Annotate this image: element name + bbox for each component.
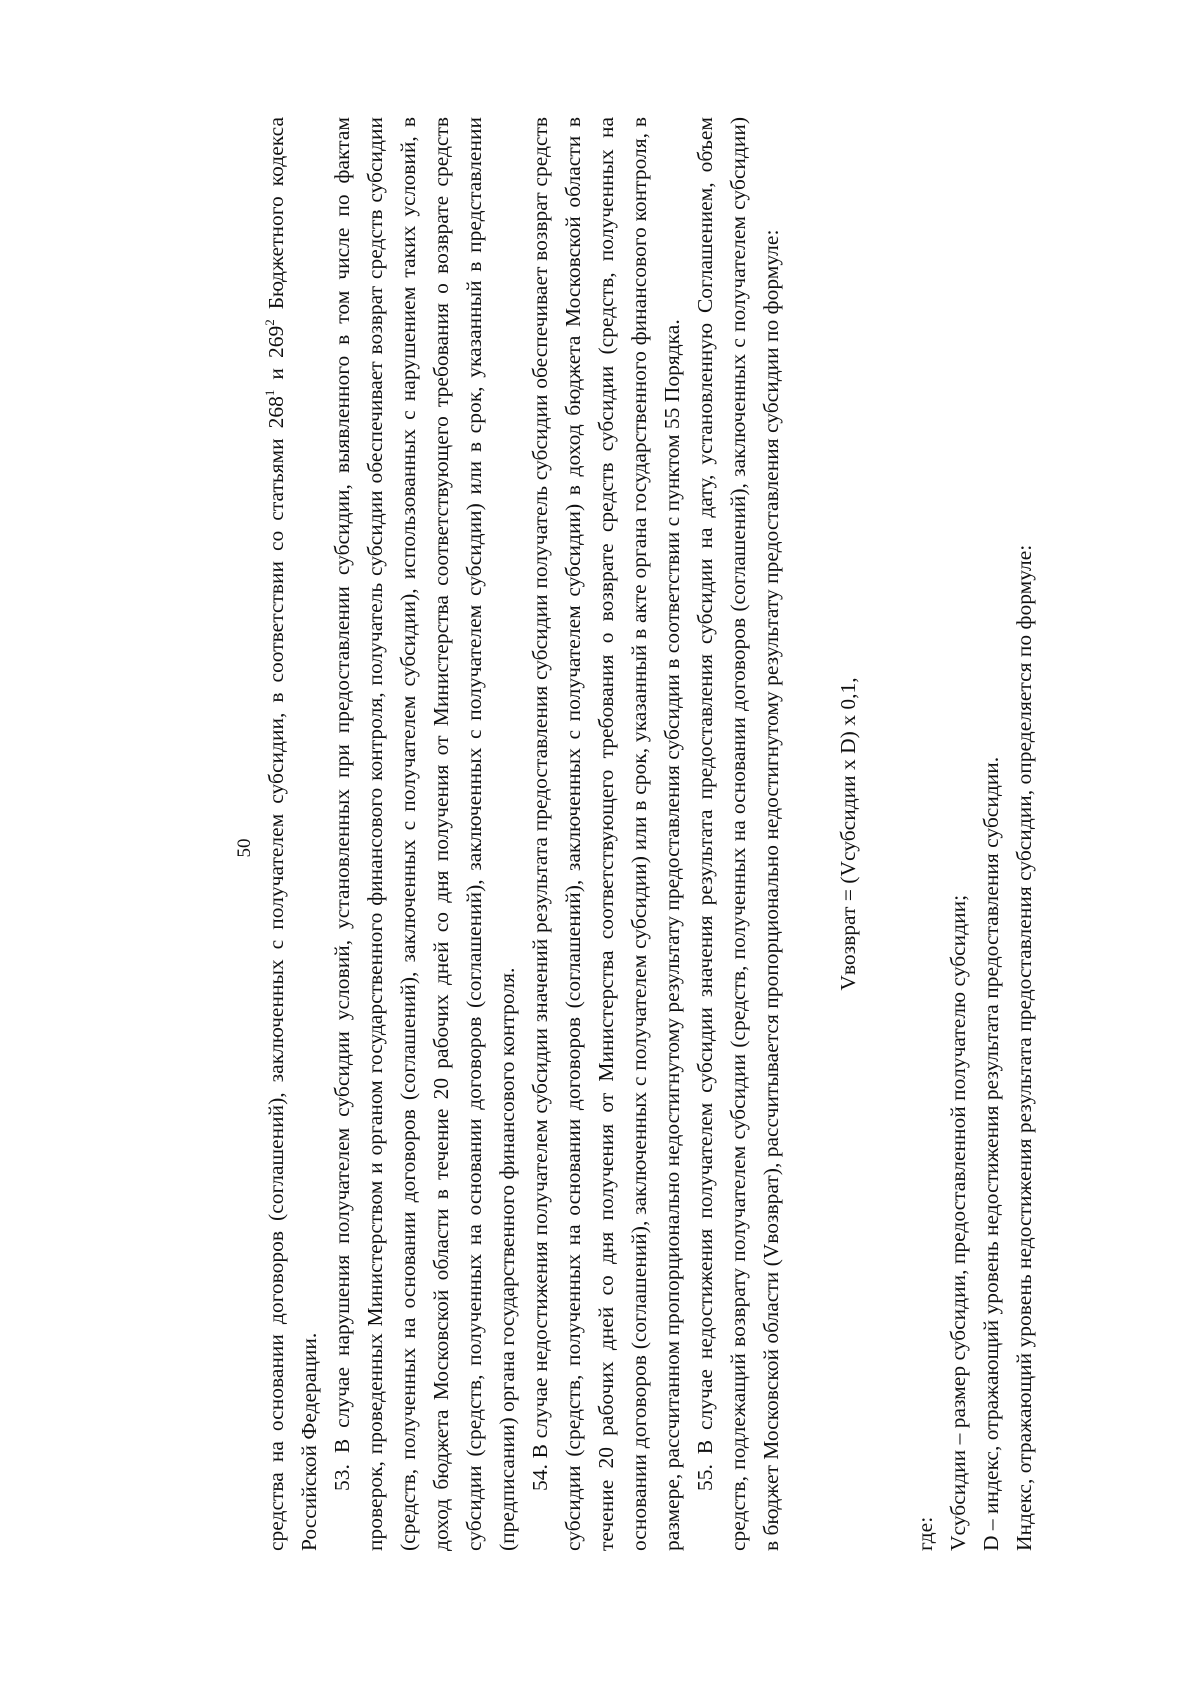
formula-refund: Vвозврат = (Vсубсидии x D) x 0,1, [836, 677, 860, 991]
paragraph-54: 54. В случае недостижения получателем субсидии значений результата предоставления субсидии получатель субсидии обеспечивает возврат средств субсидии (средств, полученных на основании договоров (соглашений), заключенных с получателем субсидии) в доход бюджета Московской области в течение 20 рабочих дней со дня получения от Министерства соответствующего требования о возврате средств субсидии (средств, полученных на основании договоров (соглашений), заключенных с получателем субсидии) или в срок, указанный в акте органа государственного финансового контроля, в размере, рассчитанном пропорционально недостигнутому результату предоставления субсидии в соответствии с пунктом 55 Порядка. [528, 117, 684, 1551]
paragraph-continuation [260, 117, 326, 1551]
continuation-text-3: Бюджетного кодекса Российской Федерации. [264, 117, 321, 1551]
document-body [260, 117, 1041, 1551]
paragraph-53: 53. В случае нарушения получателем субсидии условий, установленных при предоставлении субсидии, выявленного в том числе по фактам проверок, проведенных Министерством и органом государственного финансового контроля, получатель субсидии обеспечивает возврат средств субсидии (средств, полученных на основании договоров (соглашений), заключенных с получателем субсидии), использованных с нарушением таких условий, в доход бюджета Московской области в течение 20 рабочих дней со дня получения от Министерства соответствующего требования о возврате средств субсидии (средств, полученных на основании договоров (соглашений), заключенных с получателем субсидии) или в срок, указанный в представлении (предписании) органа государственного финансового контроля. [330, 117, 519, 1551]
definition-d-index: D – индекс, отражающий уровень недостижения результата предоставления субсидии. [979, 756, 1003, 1551]
superscript-2: 2 [262, 319, 277, 326]
superscript-1: 1 [262, 389, 277, 397]
where-label: где: [913, 1516, 937, 1551]
continuation-text-1: средства на основании договоров (соглашений), заключенных с получателем субсидии, в соответствии со статьями 268 [264, 396, 288, 1551]
rotated-sheet [160, 103, 1040, 1593]
continuation-text-2: и 269 [264, 325, 288, 380]
definition-v-subsidy: Vсубсидии – размер субсидии, предоставленной получателю субсидии; [946, 894, 970, 1551]
page-number: 50 [234, 838, 255, 858]
paragraph-55: 55. В случае недостижения получателем субсидии значения результата предоставления субсидии на дату, установленную Соглашением, объем средств, подлежащий возврату получателем субсидии (средств, полученных на основании договоров (соглашений), заключенных с получателем субсидии) в бюджет Московской области (Vвозврат), рассчитывается пропорционально недостигнутому результату предоставления субсидии по формуле: [693, 117, 783, 1551]
definition-index-formula: Индекс, отражающий уровень недостижения результата предоставления субсидии, определяется по формуле: [1012, 544, 1036, 1551]
